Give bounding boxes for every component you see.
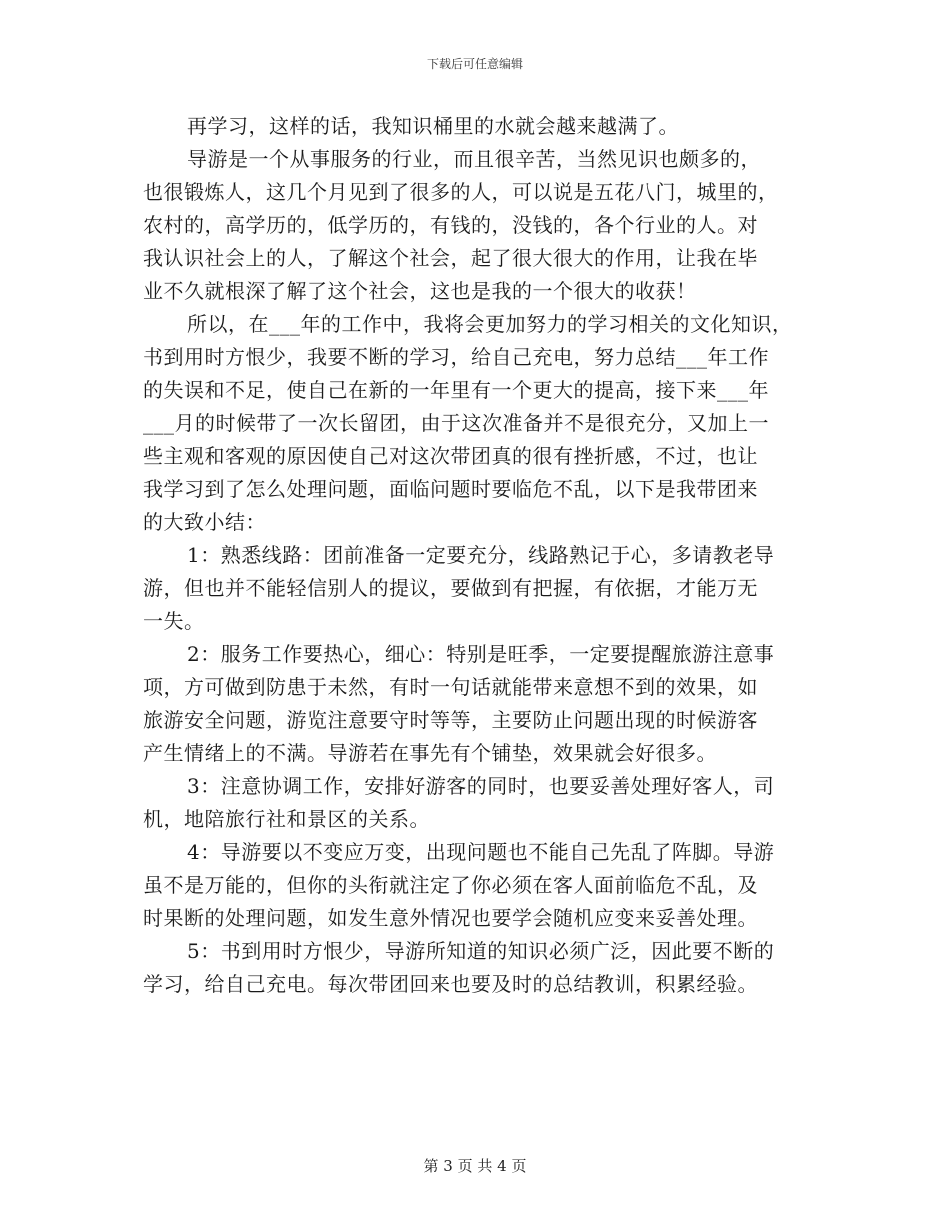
text-line: 学习，给自己充电。每次带团回来也要及时的总结教训，积累经验。: [143, 972, 758, 996]
text-line: 5：书到用时方恨少，导游所知道的知识必须广泛，因此要不断的: [187, 939, 775, 963]
text-line: 再学习，这样的话，我知识桶里的水就会越来越满了。: [187, 114, 679, 138]
text-line: 机，地陪旅行社和景区的关系。: [143, 807, 430, 831]
text-line: 我认识社会上的人，了解这个社会，起了很大很大的作用，让我在毕: [143, 246, 758, 270]
text-line: 虽不是万能的，但你的头衔就注定了你必须在客人面前临危不乱，及: [143, 873, 758, 897]
text-line: 一失。: [143, 609, 205, 633]
text-line: 3：注意协调工作，安排好游客的同时，也要妥善处理好客人，司: [187, 774, 775, 798]
text-line: 的大致小结：: [143, 510, 266, 534]
text-line: 1：熟悉线路：团前准备一定要充分，线路熟记于心，多请教老导: [187, 543, 775, 567]
text-line: 4：导游要以不变应万变，出现问题也不能自己先乱了阵脚。导游: [187, 840, 775, 864]
text-line: 产生情绪上的不满。导游若在事先有个铺垫，效果就会好很多。: [143, 741, 717, 765]
page-footer: [0, 1157, 950, 1175]
text-line: 也很锻炼人，这几个月见到了很多的人，可以说是五花八门，城里的，: [143, 180, 779, 204]
page-number: 第 3 页 共 4 页: [423, 1157, 527, 1175]
document-body: [143, 110, 815, 1001]
text-line: 所以，在___年的工作中，我将会更加努力的学习相关的文化知识，: [187, 312, 793, 336]
text-line: 时果断的处理问题，如发生意外情况也要学会随机应变来妥善处理。: [143, 906, 758, 930]
page-header: [0, 56, 950, 72]
text-line: 业不久就根深了解了这个社会，这也是我的一个很大的收获！: [143, 279, 697, 303]
text-line: 导游是一个从事服务的行业，而且很辛苦，当然见识也颇多的，: [187, 147, 761, 171]
text-line: 2：服务工作要热心，细心：特别是旺季，一定要提醒旅游注意事: [187, 642, 775, 666]
text-line: 些主观和客观的原因使自己对这次带团真的很有挫折感，不过，也让: [143, 444, 758, 468]
text-line: 游，但也并不能轻信别人的提议，要做到有把握，有依据，才能万无: [143, 576, 758, 600]
text-line: 项，方可做到防患于未然，有时一句话就能带来意想不到的效果，如: [143, 675, 758, 699]
text-line: 我学习到了怎么处理问题，面临问题时要临危不乱，以下是我带团来: [143, 477, 758, 501]
header-note: 下载后可任意编辑: [426, 57, 523, 71]
text-line: 旅游安全问题，游览注意要守时等等，主要防止问题出现的时候游客: [143, 708, 758, 732]
text-line: ___月的时候带了一次长留团，由于这次准备并不是很充分，又加上一: [143, 411, 769, 435]
text-line: 的失误和不足，使自己在新的一年里有一个更大的提高，接下来___年: [143, 378, 769, 402]
text-line: 书到用时方恨少，我要不断的学习，给自己充电，努力总结___年工作: [143, 345, 769, 369]
text-line: 农村的，高学历的，低学历的，有钱的，没钱的，各个行业的人。对: [143, 213, 758, 237]
